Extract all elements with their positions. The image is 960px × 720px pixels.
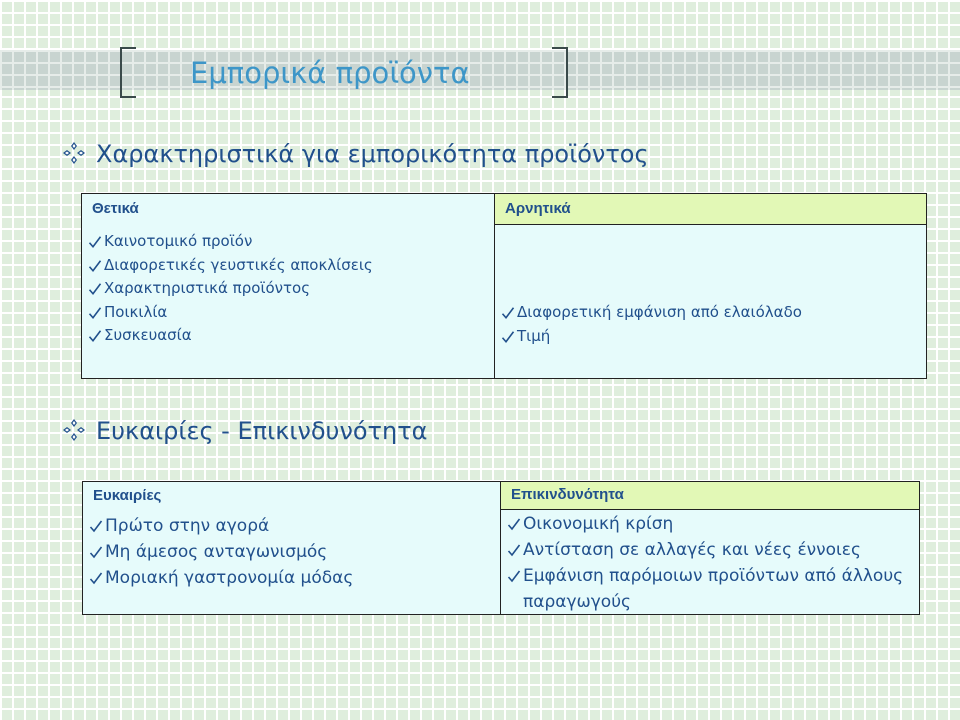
list-item: Ποικιλία: [88, 301, 491, 325]
list-item: Πρώτο στην αγορά: [89, 513, 498, 539]
list-item: Μη άμεσος ανταγωνισμός: [89, 539, 498, 565]
title-band: [0, 50, 960, 90]
check-icon: [501, 325, 515, 349]
list-item: Διαφορετικές γευστικές αποκλίσεις: [88, 254, 491, 278]
check-icon: [88, 254, 102, 278]
positive-panel: [81, 193, 496, 379]
opportunities-header: Ευκαιρίες: [93, 487, 162, 504]
risks-header: Επικινδυνότητα: [501, 482, 919, 510]
positive-list: [88, 230, 491, 348]
list-item: Καινοτομικό προϊόν: [88, 230, 491, 254]
check-icon: [88, 301, 102, 325]
section-heading-text: Ευκαιρίες - Επικινδυνότητα: [96, 417, 428, 445]
opportunities-panel: [82, 481, 503, 615]
opportunities-list: [89, 513, 498, 591]
list-item: Συσκευασία: [88, 324, 491, 348]
list-item: Τιμή: [501, 325, 922, 349]
check-icon: [507, 511, 521, 537]
section-heading-characteristics: [62, 137, 649, 171]
risks-list: [507, 511, 909, 615]
check-icon: [89, 565, 103, 591]
check-icon: [507, 563, 521, 589]
check-icon: [507, 537, 521, 563]
positive-header: Θετικά: [92, 200, 139, 217]
negative-panel: [494, 193, 927, 379]
section-heading-text: Χαρακτηριστικά για εμπορικότητα προϊόντος: [96, 140, 649, 168]
list-item: Διαφορετική εμφάνιση από ελαιόλαδο: [501, 301, 922, 325]
check-icon: [88, 324, 102, 348]
list-item: Εμφάνιση παρόμοιων προϊόντων από άλλους παραγωγούς: [507, 563, 909, 615]
negative-header: Αρνητικά: [495, 194, 926, 225]
list-item: Χαρακτηριστικά προϊόντος: [88, 277, 491, 301]
risks-panel: [500, 481, 920, 615]
section-heading-opportunities-risks: [62, 414, 427, 448]
check-icon: [501, 301, 515, 325]
check-icon: [89, 539, 103, 565]
page-title: Εμπορικά προϊόντα: [190, 56, 470, 90]
diamond-bullet-icon: [62, 141, 86, 165]
diamond-bullet-icon: [62, 418, 86, 442]
check-icon: [88, 277, 102, 301]
check-icon: [89, 513, 103, 539]
list-item: Μοριακή γαστρονομία μόδας: [89, 565, 498, 591]
title-bracket-right: [552, 47, 568, 98]
negative-list: [501, 301, 922, 348]
check-icon: [88, 230, 102, 254]
list-item: Αντίσταση σε αλλαγές και νέες έννοιες: [507, 537, 909, 563]
title-bracket-left: [120, 47, 136, 98]
list-item: Οικονομική κρίση: [507, 511, 909, 537]
